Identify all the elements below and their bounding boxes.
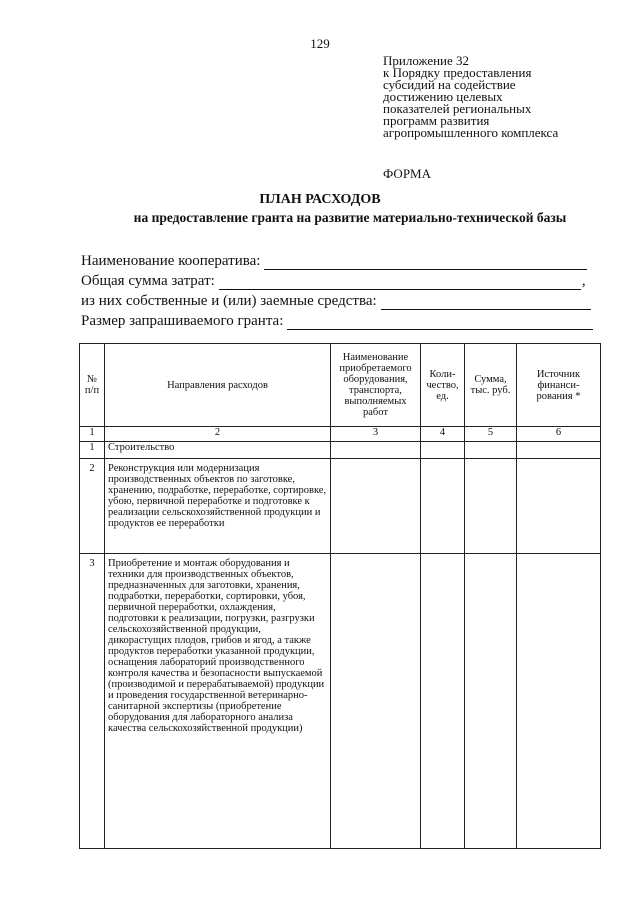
appendix-line: агропромышленного комплекса (383, 125, 559, 140)
expense-plan-table (79, 343, 601, 849)
row-source-cell[interactable] (517, 442, 601, 459)
table-header-row (80, 344, 601, 427)
document-subtitle: на предоставление гранта на развитие материально-технической базы (133, 210, 567, 225)
grant-size-blank[interactable] (287, 316, 593, 330)
appendix-line: достижению целевых (383, 89, 503, 104)
row-number: 2 (80, 459, 105, 554)
column-number: 2 (105, 427, 331, 442)
table-row (80, 442, 601, 459)
row-direction: Приобретение и монтаж оборудования и техники для производственных объектов, предназначенных для заготовки, хранения, подработки, переработки, сортировки, убоя, первичной переработки, охлаждения, подготовки к реализации, погрузки, разгрузки сельскохозяйственной продукции, дикорастущих плодов, грибов и ягод, а также продуктов переработки указанной продукции, оснащения лабораторий производственного контроля качества и безопасности выпускаемой (производимой и перерабатываемой) продукции и проведения государственной ветеринарно-санитарной экспертизы (приобретение оборудования для лабораторного анализа качества сельскохозяйственной продукции) (105, 554, 331, 849)
grant-size-label: Размер запрашиваемого гранта: (81, 313, 284, 329)
row-sum-cell[interactable] (465, 442, 517, 459)
column-number: 1 (80, 427, 105, 442)
appendix-note (383, 55, 623, 139)
grant-size-field[interactable] (81, 313, 593, 330)
coop-name-field[interactable] (81, 253, 587, 270)
header-qty: Коли-чество, ед. (421, 344, 465, 427)
form-label: ФОРМА (383, 166, 431, 181)
page-number: 129 (310, 36, 330, 51)
column-number: 4 (421, 427, 465, 442)
appendix-line: программ развития (383, 113, 490, 128)
row-number: 1 (80, 442, 105, 459)
total-cost-label: Общая сумма затрат: (81, 273, 215, 289)
row-items-cell[interactable] (331, 442, 421, 459)
table-row (80, 554, 601, 849)
column-number: 6 (517, 427, 601, 442)
row-qty-cell[interactable] (421, 554, 465, 849)
total-cost-field[interactable] (81, 273, 586, 290)
appendix-line: Приложение 32 (383, 53, 470, 68)
coop-name-blank[interactable] (264, 256, 587, 270)
column-number: 5 (465, 427, 517, 442)
coop-name-label: Наименование кооператива: (81, 253, 261, 269)
appendix-line: показателей региональных (383, 101, 532, 116)
column-number-row (80, 427, 601, 442)
own-funds-blank[interactable] (381, 296, 591, 310)
row-sum-cell[interactable] (465, 554, 517, 849)
header-sum: Сумма, тыс. руб. (465, 344, 517, 427)
row-source-cell[interactable] (517, 459, 601, 554)
header-items: Наименование приобретаемого оборудования, транспорта, выполняемых работ (331, 344, 421, 427)
row-direction: Строительство (105, 442, 331, 459)
header-num: № п/п (80, 344, 105, 427)
row-number: 3 (80, 554, 105, 849)
appendix-line: субсидий на содействие (383, 77, 516, 92)
total-cost-blank[interactable] (219, 276, 581, 290)
own-funds-field[interactable] (81, 293, 591, 310)
comma: , (581, 273, 586, 289)
own-funds-label: из них собственные и (или) заемные средства: (81, 293, 377, 309)
row-sum-cell[interactable] (465, 459, 517, 554)
column-number: 3 (331, 427, 421, 442)
document-title: ПЛАН РАСХОДОВ (259, 192, 381, 207)
row-qty-cell[interactable] (421, 442, 465, 459)
appendix-line: к Порядку предоставления (383, 65, 532, 80)
row-items-cell[interactable] (331, 459, 421, 554)
header-source: Источник финанси-рования * (517, 344, 601, 427)
row-qty-cell[interactable] (421, 459, 465, 554)
header-directions: Направления расходов (105, 344, 331, 427)
row-source-cell[interactable] (517, 554, 601, 849)
table-row (80, 459, 601, 554)
row-direction: Реконструкция или модернизация производственных объектов по заготовке, хранению, подработке, переработке, сортировке, убою, первичной переработке и подготовке к реализации сельскохозяйственной продукции и продуктов ее переработки (105, 459, 331, 554)
row-items-cell[interactable] (331, 554, 421, 849)
